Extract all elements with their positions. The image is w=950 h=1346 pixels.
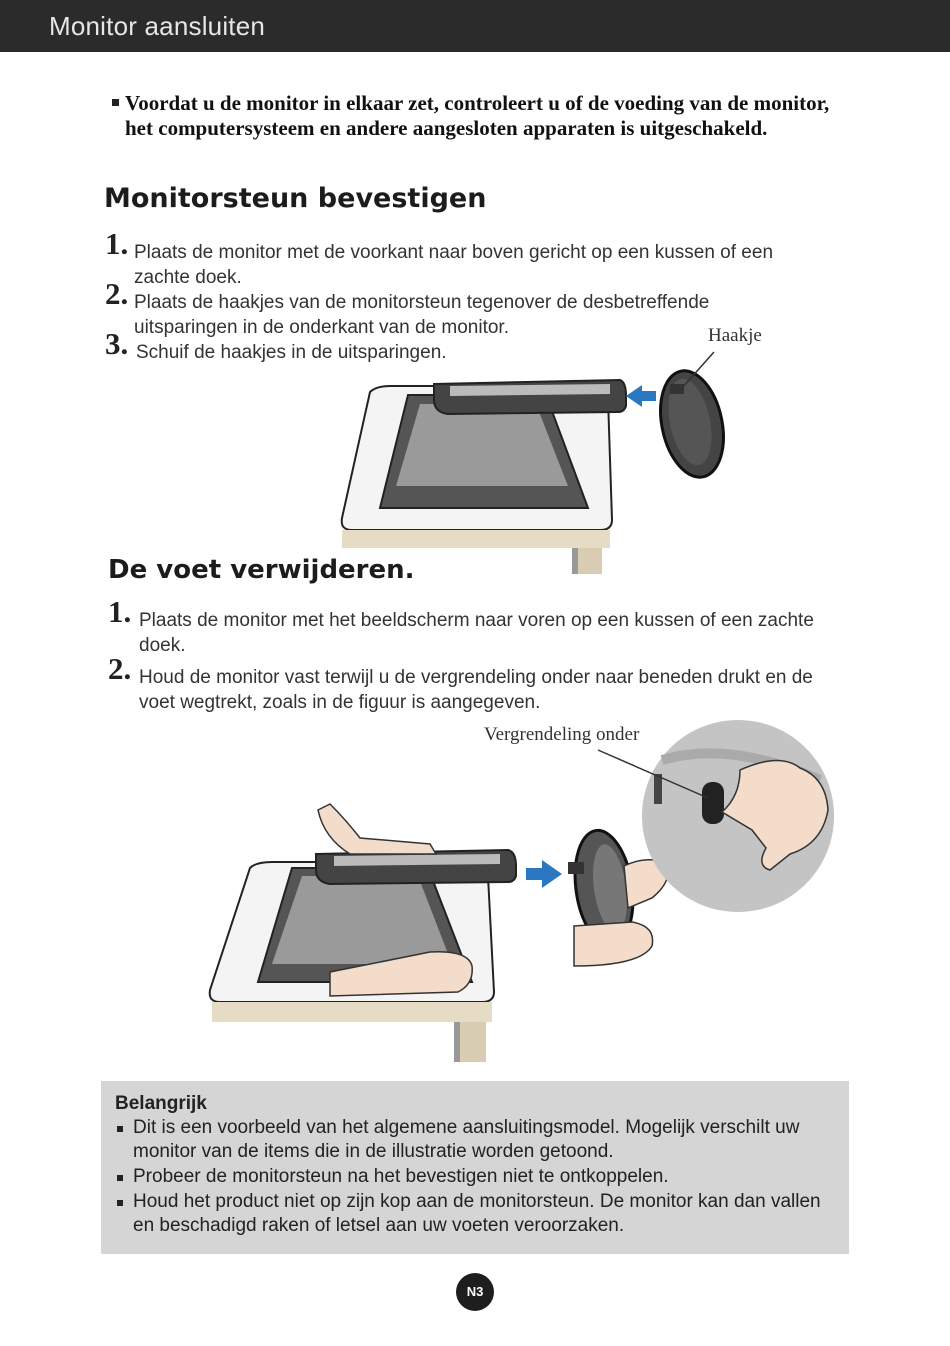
step-number: 1. [108, 594, 132, 629]
note-title: Belangrijk [115, 1093, 207, 1114]
note-item-text: Houd het product niet op zijn kop aan de monitorsteun. De monitor kan dan vallen en beschadigd raken of letsel aan uw voeten veroorzaken. [133, 1191, 821, 1236]
attach-stand-illustration [330, 340, 760, 580]
remove-stand-illustration [200, 720, 850, 1070]
intro-note [112, 91, 832, 141]
note-item-text: Probeer de monitorsteun na het bevestigen niet te ontkoppelen. [133, 1166, 669, 1187]
bullet-icon [117, 1126, 123, 1132]
section1-step-2 [105, 276, 755, 340]
note-item [115, 1116, 835, 1164]
header-title: Monitor aansluiten [49, 11, 266, 41]
important-note [101, 1081, 849, 1254]
step-number: 3. [105, 326, 129, 361]
step-text: Schuif de haakjes in de uitsparingen. [136, 342, 447, 363]
step-number: 1. [105, 226, 129, 261]
note-item [115, 1190, 835, 1238]
section2-step-2 [108, 651, 838, 715]
step-number: 2. [105, 276, 129, 311]
lock-label: Vergrendeling onder [484, 724, 640, 745]
section1-step-1 [105, 226, 825, 290]
step-text: Houd de monitor vast terwijl u de vergrendeling onder naar beneden drukt en de voet wegtrekt, zoals in de figuur is aangegeven. [139, 667, 813, 713]
note-list [115, 1116, 835, 1239]
page-number: N3 [456, 1273, 494, 1311]
bullet-icon [117, 1175, 123, 1181]
page-header [0, 0, 950, 52]
bullet-icon [117, 1200, 123, 1206]
section2-step-1 [108, 594, 828, 658]
note-item [115, 1165, 835, 1189]
bullet-icon [112, 99, 119, 106]
intro-text: Voordat u de monitor in elkaar zet, controleert u of de voeding van de monitor, het computersysteem en andere aangesloten apparaten is uitgeschakeld. [125, 91, 830, 140]
note-item-text: Dit is een voorbeeld van het algemene aansluitingsmodel. Mogelijk verschilt uw monitor van de items die in de illustratie worden getoond. [133, 1117, 800, 1162]
section1-title: Monitorsteun bevestigen [104, 183, 487, 214]
hook-label: Haakje [708, 325, 762, 346]
step-text: Plaats de monitor met het beeldscherm naar voren op een kussen of een zachte doek. [139, 610, 814, 656]
section2-title: De voet verwijderen. [108, 555, 415, 585]
step-text: Plaats de haakjes van de monitorsteun tegenover de desbetreffende uitsparingen in de onderkant van de monitor. [134, 292, 710, 338]
step-number: 2. [108, 651, 132, 686]
step-text: Plaats de monitor met de voorkant naar boven gericht op een kussen of een zachte doek. [134, 242, 774, 288]
